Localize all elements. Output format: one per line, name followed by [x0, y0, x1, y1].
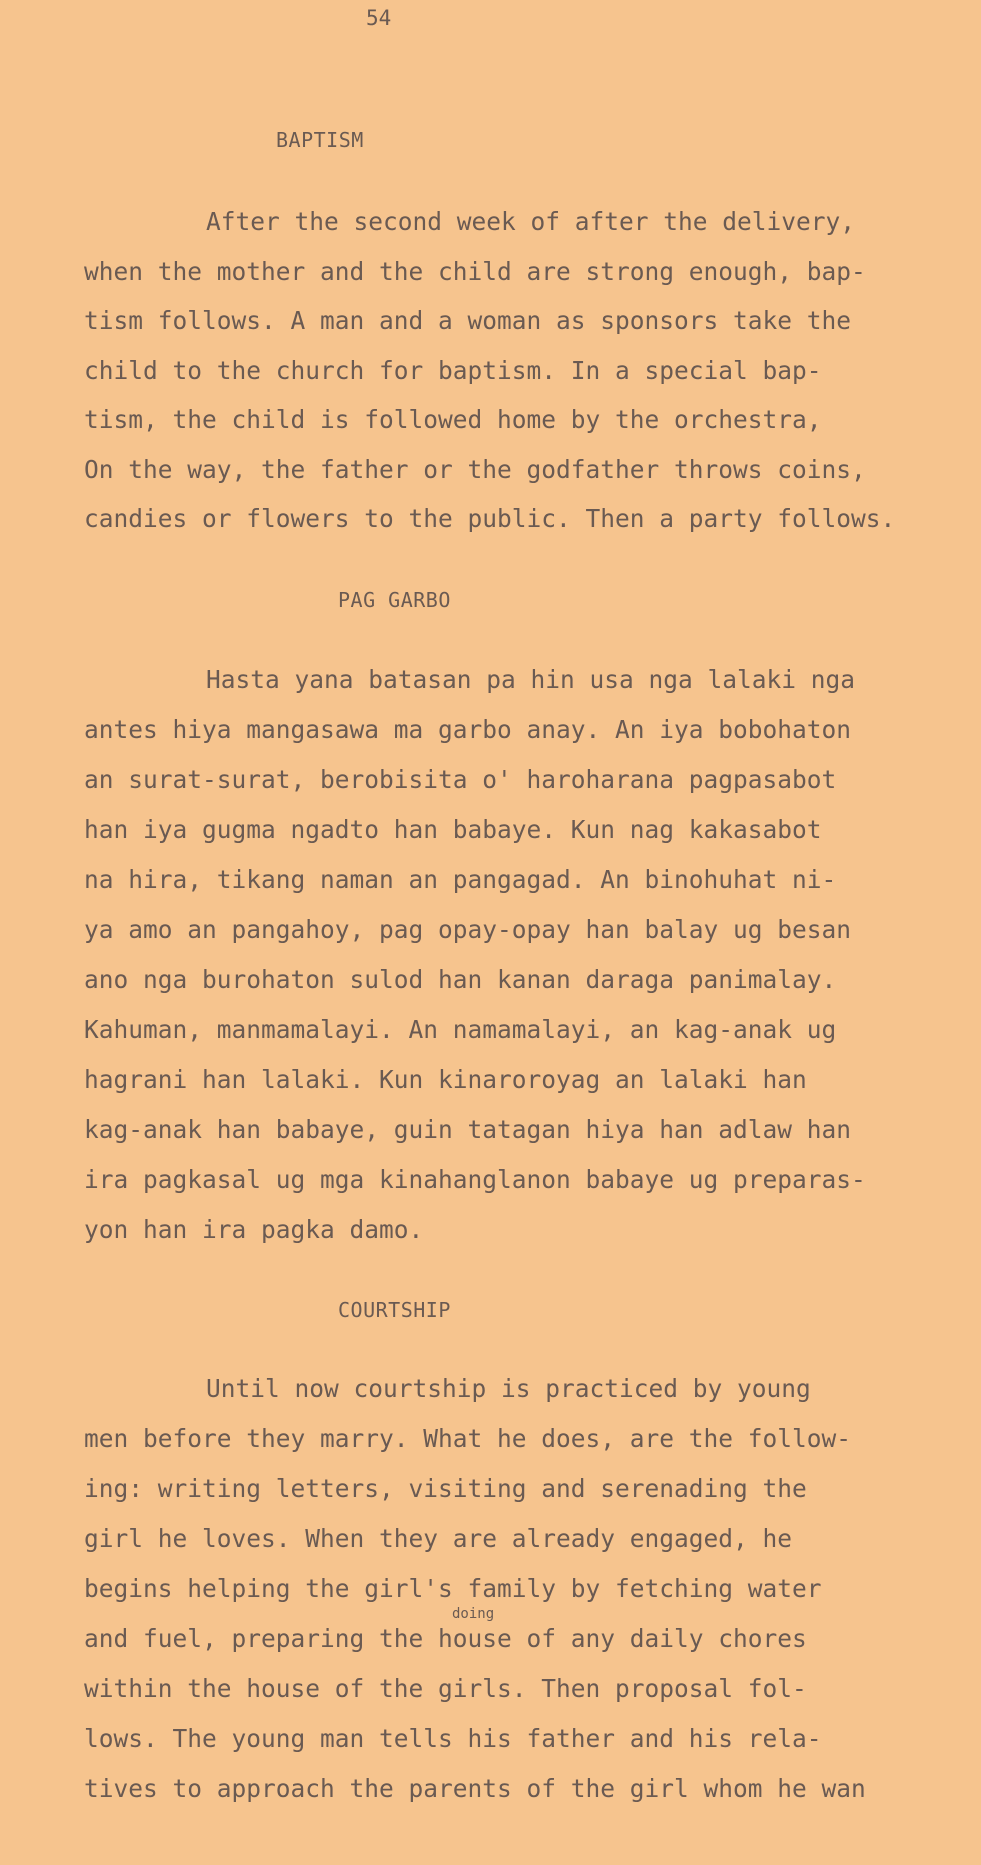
text-line: Hasta yana batasan pa hin usa nga lalaki nga	[206, 665, 856, 694]
handwritten-insertion: doing	[452, 1606, 495, 1622]
page-number: 54	[366, 6, 392, 30]
text-line: antes hiya mangasawa ma garbo anay. An iya bobohaton	[84, 715, 852, 744]
paragraph-pag-garbo	[84, 655, 964, 1255]
text-line: ing: writing letters, visiting and serenading the	[84, 1474, 807, 1503]
text-line: On the way, the father or the godfather throws coins,	[84, 454, 866, 484]
text-line: girl he loves. When they are already engaged, he	[84, 1524, 793, 1553]
text-line: ano nga burohaton sulod han kanan daraga panimalay.	[84, 965, 837, 994]
text-line: yon han ira pagka damo.	[84, 1215, 424, 1244]
text-line: men before they marry. What he does, are the follow-	[84, 1424, 852, 1453]
heading-baptism: BAPTISM	[276, 128, 364, 152]
heading-courtship: COURTSHIP	[338, 1298, 451, 1322]
text-line: ira pagkasal ug mga kinahanglanon babaye ug preparas-	[84, 1165, 866, 1194]
text-line: tives to approach the parents of the girl whom he wan	[84, 1774, 866, 1803]
paragraph-courtship	[84, 1364, 964, 1814]
text-line: lows. The young man tells his father and his rela-	[84, 1724, 822, 1753]
text-line: and fuel, preparing the house of any daily chores	[84, 1624, 807, 1653]
heading-pag-garbo: PAG GARBO	[338, 588, 451, 612]
text-line: tism, the child is followed home by the orchestra,	[84, 405, 822, 434]
text-line: tism follows. A man and a woman as sponsors take the	[84, 306, 852, 335]
text-line: Until now courtship is practiced by young	[206, 1374, 811, 1403]
text-line: hagrani han lalaki. Kun kinaroroyag an lalaki han	[84, 1065, 807, 1094]
paragraph-baptism	[84, 197, 964, 544]
text-line: candies or flowers to the public. Then a party follows.	[84, 504, 896, 533]
text-line: After the second week of after the delivery,	[206, 207, 856, 236]
text-line: ya amo an pangahoy, pag opay-opay han balay ug besan	[84, 915, 852, 944]
text-line: han iya gugma ngadto han babaye. Kun nag kakasabot	[84, 815, 822, 844]
text-line: kag-anak han babaye, guin tatagan hiya han adlaw han	[84, 1115, 852, 1144]
text-line: when the mother and the child are strong enough, bap-	[84, 256, 866, 286]
text-line: na hira, tikang naman an pangagad. An binohuhat ni-	[84, 865, 837, 894]
text-line: an surat-surat, berobisita o' haroharana pagpasabot	[84, 765, 837, 794]
text-line: child to the church for baptism. In a special bap-	[84, 355, 822, 385]
text-line: within the house of the girls. Then proposal fol-	[84, 1674, 807, 1703]
text-line: Kahuman, manmamalayi. An namamalayi, an kag-anak ug	[84, 1015, 837, 1044]
text-line: begins helping the girl's family by fetching water	[84, 1574, 822, 1603]
